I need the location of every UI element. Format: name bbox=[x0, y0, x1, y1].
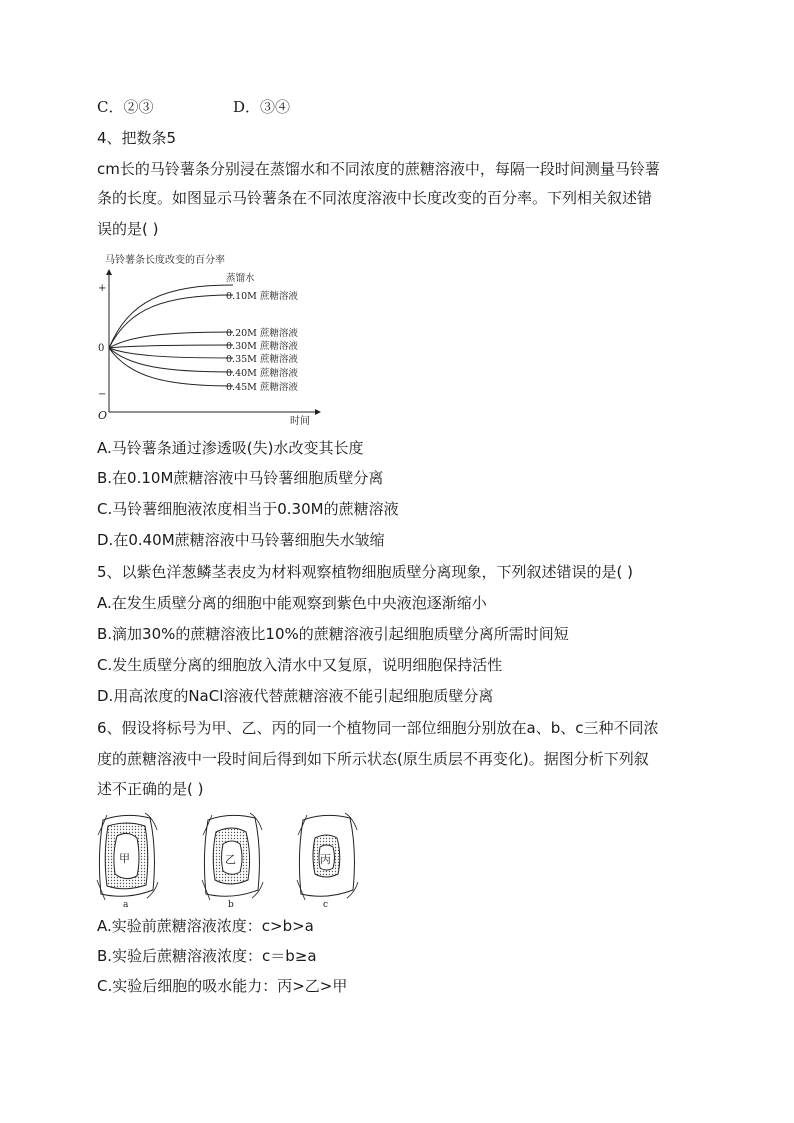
y-tick-minus: − bbox=[98, 389, 107, 400]
q4-option-b: B.在0.10M蔗糖溶液中马铃薯细胞质壁分离 bbox=[97, 469, 384, 487]
chart-title: 马铃薯条长度改变的百分率 bbox=[105, 255, 225, 266]
q6-option-a: A.实验前蔗糖溶液浓度：c>b>a bbox=[97, 917, 314, 935]
series-line-0 bbox=[109, 285, 233, 348]
q5-stem: 5、以紫色洋葱鳞茎表皮为材料观察植物细胞质壁分离现象，下列叙述错误的是( ) bbox=[97, 563, 634, 581]
cell-c-name: 丙 bbox=[320, 853, 331, 866]
series-label-6: 0.45M 蔗糖溶液 bbox=[226, 382, 298, 393]
cell-b bbox=[202, 813, 263, 910]
q4-option-a: A.马铃薯条通过渗透吸(失)水改变其长度 bbox=[97, 439, 364, 457]
q4-stem-line3: 条的长度。如图显示马铃薯条在不同浓度溶液中长度改变的百分率。下列相关叙述错 bbox=[97, 189, 653, 207]
q3-option-d: D．③④ bbox=[233, 98, 291, 116]
q4-option-d: D.在0.40M蔗糖溶液中马铃薯细胞失水皱缩 bbox=[97, 531, 385, 549]
q5-option-d: D.用高浓度的NaCl溶液代替蔗糖溶液不能引起细胞质壁分离 bbox=[97, 687, 494, 705]
q6-stem-line3: 述不正确的是( ) bbox=[97, 780, 204, 798]
cell-a-name: 甲 bbox=[119, 852, 130, 865]
q5-option-c: C.发生质壁分离的细胞放入清水中又复原，说明细胞保持活性 bbox=[97, 656, 503, 674]
q6-stem-line1: 6、假设将标号为甲、乙、丙的同一个植物同一部位细胞分别放在a、b、c三种不同浓 bbox=[97, 719, 659, 737]
q4-option-c: C.马铃薯细胞液浓度相当于0.30M的蔗糖溶液 bbox=[97, 500, 399, 518]
origin-label: O bbox=[98, 409, 108, 422]
q6-option-b: B.实验后蔗糖溶液浓度：c＝b≥a bbox=[97, 947, 317, 965]
series-line-5 bbox=[109, 348, 233, 372]
y-tick-plus: + bbox=[98, 283, 107, 294]
series-line-6 bbox=[109, 348, 233, 386]
q5-option-a: A.在发生质壁分离的细胞中能观察到紫色中央液泡逐渐缩小 bbox=[97, 594, 487, 612]
series-label-0: 蒸馏水 bbox=[226, 273, 255, 284]
q6-cell-diagram bbox=[95, 810, 365, 910]
cell-b-label: b bbox=[228, 900, 234, 910]
series-label-4: 0.35M 蔗糖溶液 bbox=[226, 354, 298, 365]
cell-b-name: 乙 bbox=[225, 853, 236, 866]
series-line-3 bbox=[109, 345, 233, 348]
series-line-4 bbox=[109, 348, 233, 358]
y-tick-zero: 0 bbox=[98, 343, 105, 354]
cell-a bbox=[97, 813, 158, 910]
cell-a-label: a bbox=[123, 900, 129, 910]
q4-chart bbox=[95, 252, 335, 427]
q5-option-b: B.滴加30%的蔗糖溶液比10%的蔗糖溶液引起细胞质壁分离所需时间短 bbox=[97, 625, 569, 643]
cell-c-label: c bbox=[323, 900, 329, 910]
q6-stem-line2: 度的蔗糖溶液中一段时间后得到如下所示状态(原生质层不再变化)。据图分析下列叙 bbox=[97, 750, 649, 768]
series-label-5: 0.40M 蔗糖溶液 bbox=[226, 368, 298, 379]
series-label-2: 0.20M 蔗糖溶液 bbox=[226, 328, 298, 339]
q4-stem-line2: cm长的马铃薯条分别浸在蒸馏水和不同浓度的蔗糖溶液中，每隔一段时间测量马铃薯 bbox=[97, 160, 660, 178]
q6-option-c: C.实验后细胞的吸水能力：丙>乙>甲 bbox=[97, 977, 348, 995]
x-axis-label: 时间 bbox=[290, 416, 310, 427]
series-label-3: 0.30M 蔗糖溶液 bbox=[226, 341, 298, 352]
series-label-1: 0.10M 蔗糖溶液 bbox=[226, 291, 298, 302]
q3-option-c: C．②③ bbox=[97, 98, 154, 116]
q4-stem-line1: 4、把数条5 bbox=[97, 129, 177, 147]
q4-stem-line4: 误的是( ) bbox=[97, 220, 159, 238]
cell-c bbox=[297, 813, 358, 910]
